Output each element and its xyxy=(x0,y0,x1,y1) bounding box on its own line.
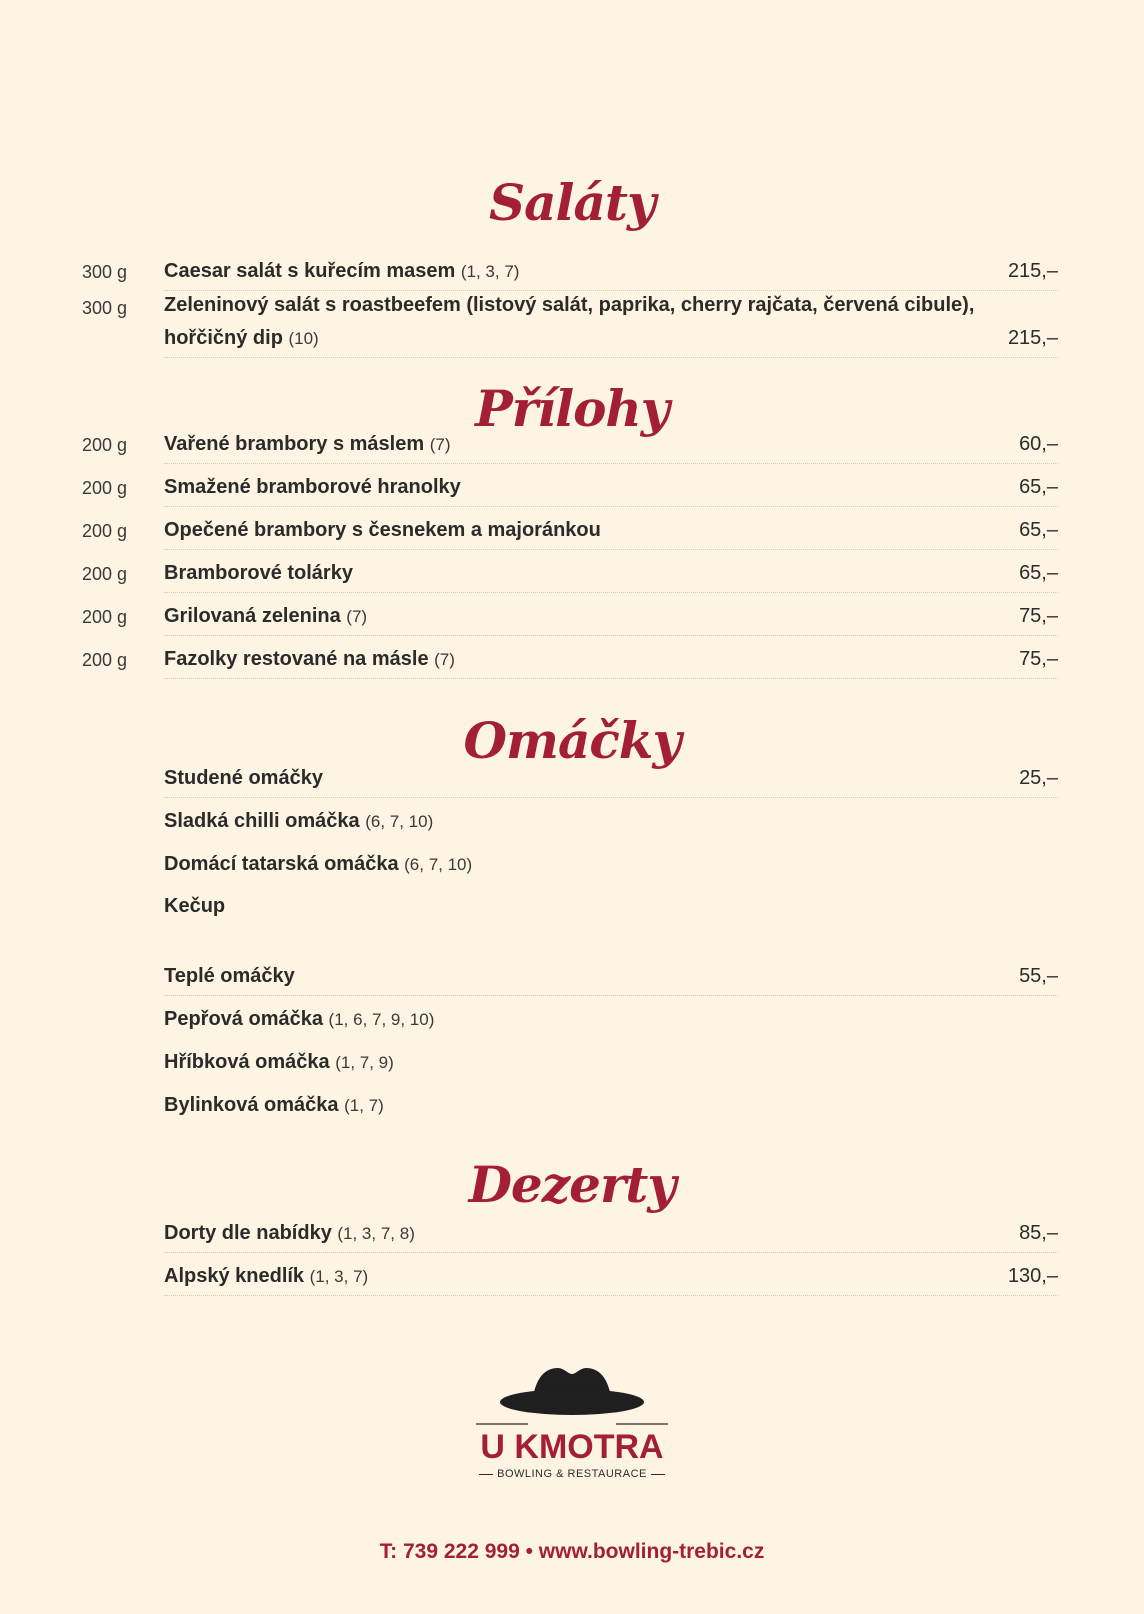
sauce-item xyxy=(0,1089,1144,1119)
section-title-prilohy: Přílohy xyxy=(475,379,669,438)
item-allergens: (1, 3, 7) xyxy=(309,1267,369,1286)
logo xyxy=(472,1362,672,1482)
menu-item xyxy=(0,471,1144,501)
hat-icon xyxy=(472,1362,672,1432)
logo-subtitle: BOWLING & RESTAURACE xyxy=(472,1468,672,1480)
dotted-leader xyxy=(164,549,1058,550)
item-weight: 200 g xyxy=(82,607,128,627)
item-name: Grilovaná zelenina (7) xyxy=(164,605,368,627)
item-weight: 300 g xyxy=(82,298,128,318)
item-price: 215,– xyxy=(1007,260,1058,282)
item-allergens: (6, 7, 10) xyxy=(404,855,473,874)
dotted-leader xyxy=(164,506,1058,507)
dotted-leader xyxy=(164,797,1058,798)
sauce-group-cold xyxy=(0,762,1144,792)
menu-item xyxy=(0,514,1144,544)
dotted-leader xyxy=(164,290,1058,291)
item-name: Bylinková omáčka (1, 7) xyxy=(164,1094,384,1116)
menu-item xyxy=(0,1260,1144,1290)
item-name: Domácí tatarská omáčka (6, 7, 10) xyxy=(164,853,473,875)
item-name: Pepřová omáčka (1, 6, 7, 9, 10) xyxy=(164,1008,435,1030)
item-name: Teplé omáčky xyxy=(164,965,295,987)
item-allergens: (7) xyxy=(434,650,455,669)
sauce-item xyxy=(0,890,1144,920)
item-name: Opečené brambory s česnekem a majoránkou xyxy=(164,519,601,541)
dotted-leader xyxy=(164,678,1058,679)
dotted-leader xyxy=(164,995,1058,996)
item-price: 55,– xyxy=(1019,965,1058,987)
item-allergens: (1, 7) xyxy=(344,1096,384,1115)
item-name: Fazolky restované na másle (7) xyxy=(164,648,455,670)
menu-item xyxy=(0,600,1144,630)
item-allergens: (1, 3, 7, 8) xyxy=(337,1224,415,1243)
dotted-leader xyxy=(164,1295,1058,1296)
item-allergens: (1, 6, 7, 9, 10) xyxy=(328,1010,435,1029)
section-title-omacky: Omáčky xyxy=(463,711,681,770)
dotted-leader xyxy=(164,357,1058,358)
item-name: Dorty dle nabídky (1, 3, 7, 8) xyxy=(164,1222,415,1244)
item-weight: 200 g xyxy=(82,521,128,541)
contact-line: T: 739 222 999 • www.bowling-trebic.cz xyxy=(379,1540,765,1563)
sauce-item xyxy=(0,848,1144,878)
menu-item xyxy=(0,428,1144,458)
item-price: 25,– xyxy=(1019,767,1058,789)
section-title-salaty: Saláty xyxy=(488,173,656,232)
item-weight: 300 g xyxy=(82,262,128,282)
item-price: 60,– xyxy=(1019,433,1058,455)
item-name: Caesar salát s kuřecím masem (1, 3, 7) xyxy=(164,260,520,282)
item-name: Studené omáčky xyxy=(164,767,323,789)
menu-item xyxy=(0,557,1144,587)
menu-item xyxy=(0,294,1144,352)
item-price: 75,– xyxy=(1019,605,1058,627)
sauce-item xyxy=(0,1046,1144,1076)
item-allergens: (1, 7, 9) xyxy=(335,1053,394,1072)
item-allergens: (10) xyxy=(288,329,319,348)
sauce-item xyxy=(0,805,1144,835)
menu-item xyxy=(0,255,1144,285)
menu-item xyxy=(0,1217,1144,1247)
item-name: Smažené bramborové hranolky xyxy=(164,476,461,498)
item-price: 215,– xyxy=(1007,327,1058,349)
item-allergens: (6, 7, 10) xyxy=(365,812,434,831)
item-price: 130,– xyxy=(1007,1265,1058,1287)
dotted-leader xyxy=(164,463,1058,464)
item-price: 85,– xyxy=(1019,1222,1058,1244)
item-name: Bramborové tolárky xyxy=(164,562,353,584)
menu-item xyxy=(0,643,1144,673)
item-name-line1: Zeleninový salát s roastbeefem (listový salát, paprika, cherry rajčata, červená cibule), xyxy=(164,294,975,316)
sauce-item xyxy=(0,1003,1144,1033)
item-price: 75,– xyxy=(1019,648,1058,670)
item-name: Hříbková omáčka (1, 7, 9) xyxy=(164,1051,394,1073)
item-name: Kečup xyxy=(164,895,226,917)
item-weight: 200 g xyxy=(82,478,128,498)
dotted-leader xyxy=(164,635,1058,636)
item-allergens: (7) xyxy=(346,607,368,626)
dotted-leader xyxy=(164,592,1058,593)
item-name: Vařené brambory s máslem (7) xyxy=(164,433,451,455)
item-allergens: (7) xyxy=(429,435,451,454)
section-title-dezerty: Dezerty xyxy=(468,1155,676,1214)
item-name: Alpský knedlík (1, 3, 7) xyxy=(164,1265,369,1287)
item-name: hořčičný dip (10) xyxy=(164,327,319,349)
item-name: Sladká chilli omáčka (6, 7, 10) xyxy=(164,810,434,832)
dotted-leader xyxy=(164,1252,1058,1253)
item-price: 65,– xyxy=(1019,562,1058,584)
logo-name: U KMOTRA xyxy=(480,1428,664,1466)
item-allergens: (1, 3, 7) xyxy=(460,262,520,281)
sauce-group-warm xyxy=(0,960,1144,990)
item-weight: 200 g xyxy=(82,650,128,670)
item-price: 65,– xyxy=(1019,476,1058,498)
item-weight: 200 g xyxy=(82,564,128,584)
item-weight: 200 g xyxy=(82,435,128,455)
item-price: 65,– xyxy=(1019,519,1058,541)
